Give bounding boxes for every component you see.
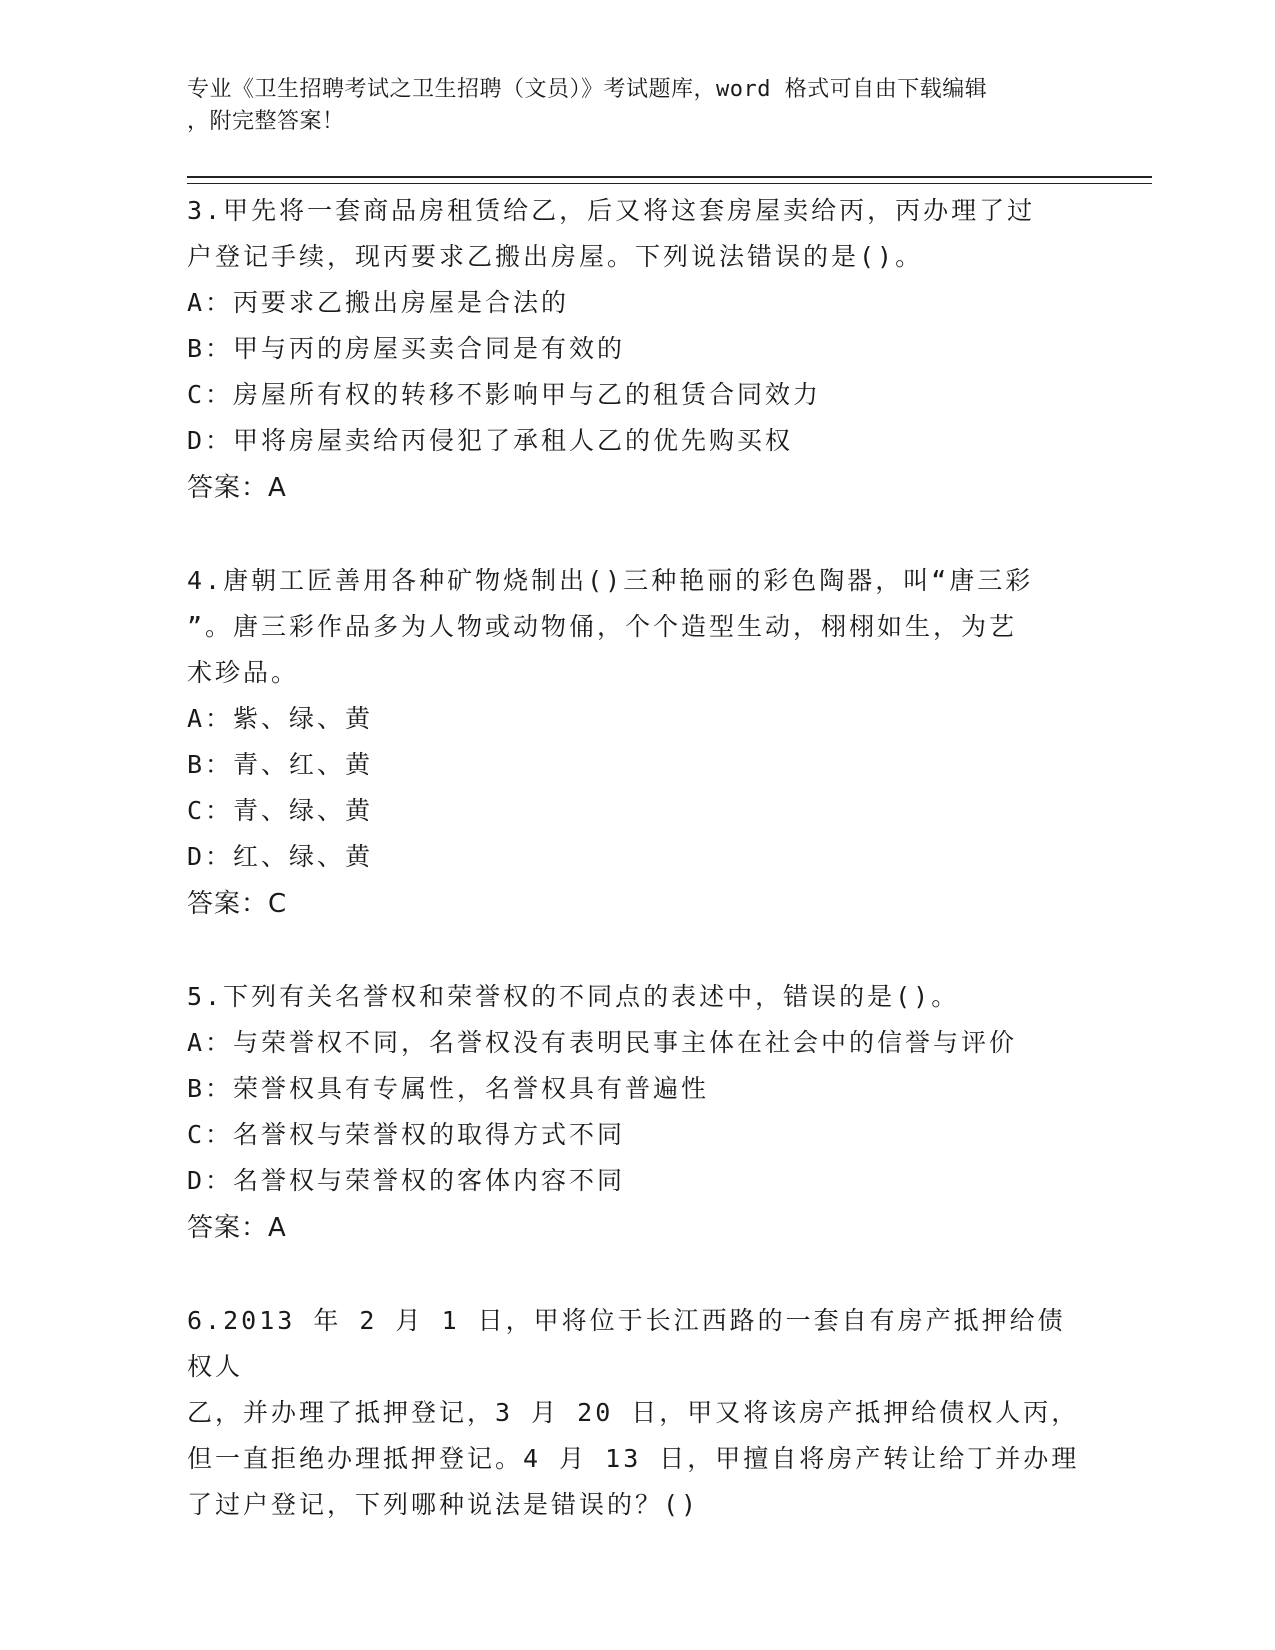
answer-line: 答案：A xyxy=(187,1213,287,1243)
stem-line: ”。唐三彩作品多为人物或动物俑，个个造型生动，栩栩如生，为艺 xyxy=(187,612,1018,641)
document-header xyxy=(187,74,1067,138)
option-a: A：丙要求乙搬出房屋是合法的 xyxy=(187,288,570,317)
option-c: C：名誉权与荣誉权的取得方式不同 xyxy=(187,1120,626,1149)
option-d: D：名誉权与荣誉权的客体内容不同 xyxy=(187,1166,626,1195)
option-b: B：青、红、黄 xyxy=(187,750,374,779)
option-a: A：与荣誉权不同，名誉权没有表明民事主体在社会中的信誉与评价 xyxy=(187,1028,1018,1057)
question-item xyxy=(187,1298,1087,1528)
stem-line: 5.下列有关名誉权和荣誉权的不同点的表述中，错误的是()。 xyxy=(187,982,960,1011)
option-c: C：房屋所有权的转移不影响甲与乙的租赁合同效力 xyxy=(187,380,822,409)
stem-line: 3.甲先将一套商品房租赁给乙，后又将这套房屋卖给丙，丙办理了过 xyxy=(187,196,1036,225)
question-list xyxy=(187,188,1087,1528)
question-item xyxy=(187,974,1087,1252)
header-divider xyxy=(187,183,1152,184)
option-d: D：甲将房屋卖给丙侵犯了承租人乙的优先购买权 xyxy=(187,426,794,455)
stem-line: 4.唐朝工匠善用各种矿物烧制出()三种艳丽的彩色陶器，叫“唐三彩 xyxy=(187,566,1034,595)
question-stem xyxy=(187,188,1087,280)
stem-line: 户登记手续，现丙要求乙搬出房屋。下列说法错误的是()。 xyxy=(187,242,924,271)
question-stem xyxy=(187,558,1087,696)
answer-line: 答案：C xyxy=(187,889,288,919)
question-item xyxy=(187,188,1087,512)
stem-line: 了过户登记，下列哪种说法是错误的？() xyxy=(187,1490,700,1519)
header-line: ，附完整答案！ xyxy=(187,109,345,134)
option-c: C：青、绿、黄 xyxy=(187,796,374,825)
header-line: 专业《卫生招聘考试之卫生招聘（文员）》考试题库，word 格式可自由下载编辑 xyxy=(187,77,988,102)
stem-line: 但一直拒绝办理抵押登记。4 月 13 日，甲擅自将房产转让给丁并办理 xyxy=(187,1444,1080,1473)
option-d: D：红、绿、黄 xyxy=(187,842,374,871)
option-b: B：甲与丙的房屋买卖合同是有效的 xyxy=(187,334,626,363)
stem-line: 术珍品。 xyxy=(187,658,300,687)
answer-line: 答案：A xyxy=(187,473,287,503)
question-item xyxy=(187,558,1087,928)
stem-line: 乙，并办理了抵押登记，3 月 20 日，甲又将该房产抵押给债权人丙， xyxy=(187,1398,1080,1427)
option-b: B：荣誉权具有专属性，名誉权具有普遍性 xyxy=(187,1074,710,1103)
question-stem xyxy=(187,1298,1087,1528)
header-divider xyxy=(187,176,1152,178)
question-stem xyxy=(187,974,1087,1020)
option-a: A：紫、绿、黄 xyxy=(187,704,374,733)
stem-line: 6.2013 年 2 月 1 日，甲将位于长江西路的一套自有房产抵押给债权人 xyxy=(187,1306,1066,1381)
